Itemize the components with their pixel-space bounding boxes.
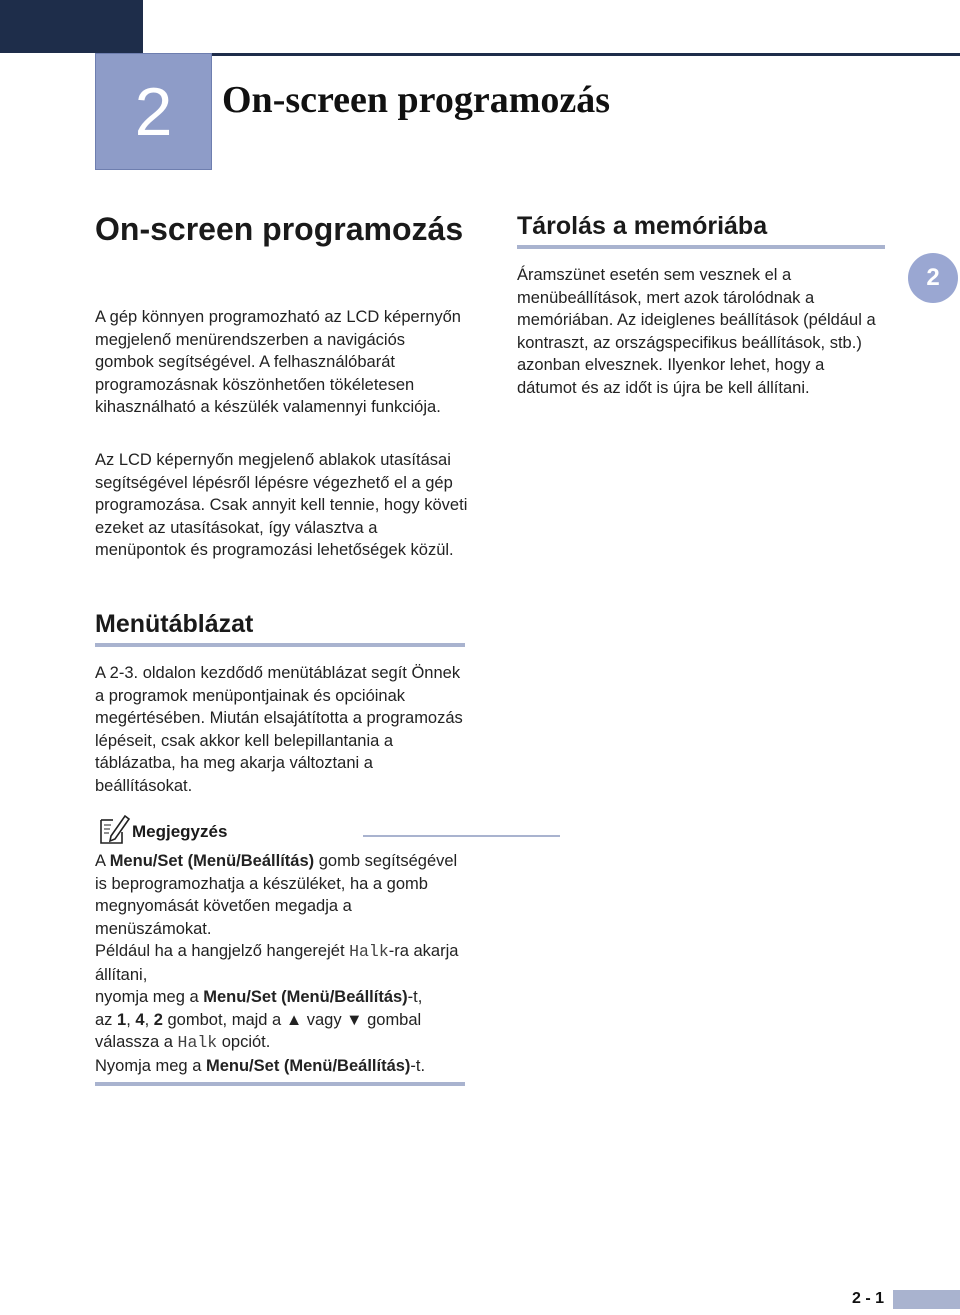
key-4: 4	[135, 1010, 145, 1029]
lcd-option-halk: Halk	[177, 1033, 218, 1052]
section-heading-memory: Tárolás a memóriába	[517, 212, 768, 240]
lcd-option-halk: Halk	[349, 942, 389, 961]
section-rule-memory	[517, 245, 885, 249]
menu-paragraph: A 2-3. oldalon kezdődő menütáblázat segít Önnek a programok menüpontjainak és opcióinak megértésében. Miután elsajátította a programozás lépéseit, csak akkor kell belepillantania a táblázatba, ha meg akarja változtani a beállításokat.	[95, 664, 463, 795]
note-body	[95, 850, 470, 1077]
chapter-title: On-screen programozás	[222, 79, 611, 121]
header-band	[0, 0, 143, 53]
lcd-paragraph: Az LCD képernyőn megjelenő ablakok utasításai segítségével lépésről lépésre végezhető el a gép programozása. Csak annyit kell tennie, hogy követi ezeket az utasításokat, így választva a menüpontok és programozási lehetőségek közül.	[95, 451, 468, 559]
note-text: A	[95, 852, 110, 870]
note-text: -t.	[410, 1056, 426, 1075]
note-text: -t,	[407, 988, 423, 1006]
note-text: az	[95, 1010, 118, 1029]
note-text: ,	[144, 1010, 154, 1029]
header-rule	[212, 53, 960, 56]
note-line-5	[95, 1055, 470, 1078]
note-pencil-icon	[97, 812, 131, 846]
note-line-2	[95, 940, 470, 986]
note-bottom-rule	[95, 1082, 465, 1086]
note-text: nyomja meg a	[95, 988, 204, 1006]
note-text: gomb segítségével is beprogramozhatja a készüléket, ha a gomb megnyomását követően megadja a menüszámokat.	[95, 852, 458, 938]
menu-set-key: Menu/Set (Menü/Beállítás)	[205, 1056, 411, 1075]
chapter-tab-marker	[908, 253, 958, 303]
key-1: 1	[117, 1010, 127, 1029]
note-line-4	[95, 1009, 470, 1055]
intro-paragraph: A gép könnyen programozható az LCD képernyőn megjelenő menürendszerben a navigációs gombok segítségével. A felhasználóbarát programozásnak köszönhetően tökéletesen kihasználható a készülék valamennyi funkciója.	[95, 308, 461, 416]
note-text: Például ha a hangjelző hangerejét	[95, 942, 350, 960]
footer-bar	[893, 1290, 960, 1309]
note-text: Nyomja meg a	[95, 1056, 206, 1075]
chapter-number: 2	[134, 73, 173, 150]
note-text: gombot, majd a ▲ vagy ▼ gombal válassza a	[95, 1010, 422, 1051]
section-rule-menu	[95, 643, 465, 647]
note-text: ,	[126, 1010, 136, 1029]
key-2: 2	[153, 1010, 163, 1029]
note-line-1	[95, 850, 470, 940]
section-heading-onscreen: On-screen programozás	[95, 211, 464, 247]
note-text: opciót.	[217, 1033, 271, 1051]
note-label: Megjegyzés	[132, 822, 228, 841]
chapter-number-box	[95, 53, 212, 170]
menu-set-key: Menu/Set (Menü/Beállítás)	[203, 988, 408, 1006]
page-number: 2 - 1	[852, 1290, 885, 1307]
section-heading-menu: Menütáblázat	[95, 610, 254, 638]
menu-set-key: Menu/Set (Menü/Beállítás)	[109, 852, 315, 870]
note-rule	[363, 835, 560, 837]
note-line-3	[95, 986, 470, 1009]
chapter-tab-number: 2	[926, 264, 940, 291]
note-header	[95, 812, 465, 848]
note-text: -ra akarja állítani,	[95, 942, 459, 984]
memory-paragraph: Áramszünet esetén sem vesznek el a menübeállítások, mert azok tárolódnak a memóriában. Az ideiglenes beállítások (például a kontraszt, az országspecifikus beállítások, stb.) azonban elvesznek. Ilyenkor lehet, hogy a dátumot és az időt is újra be kell állítani.	[517, 266, 876, 397]
